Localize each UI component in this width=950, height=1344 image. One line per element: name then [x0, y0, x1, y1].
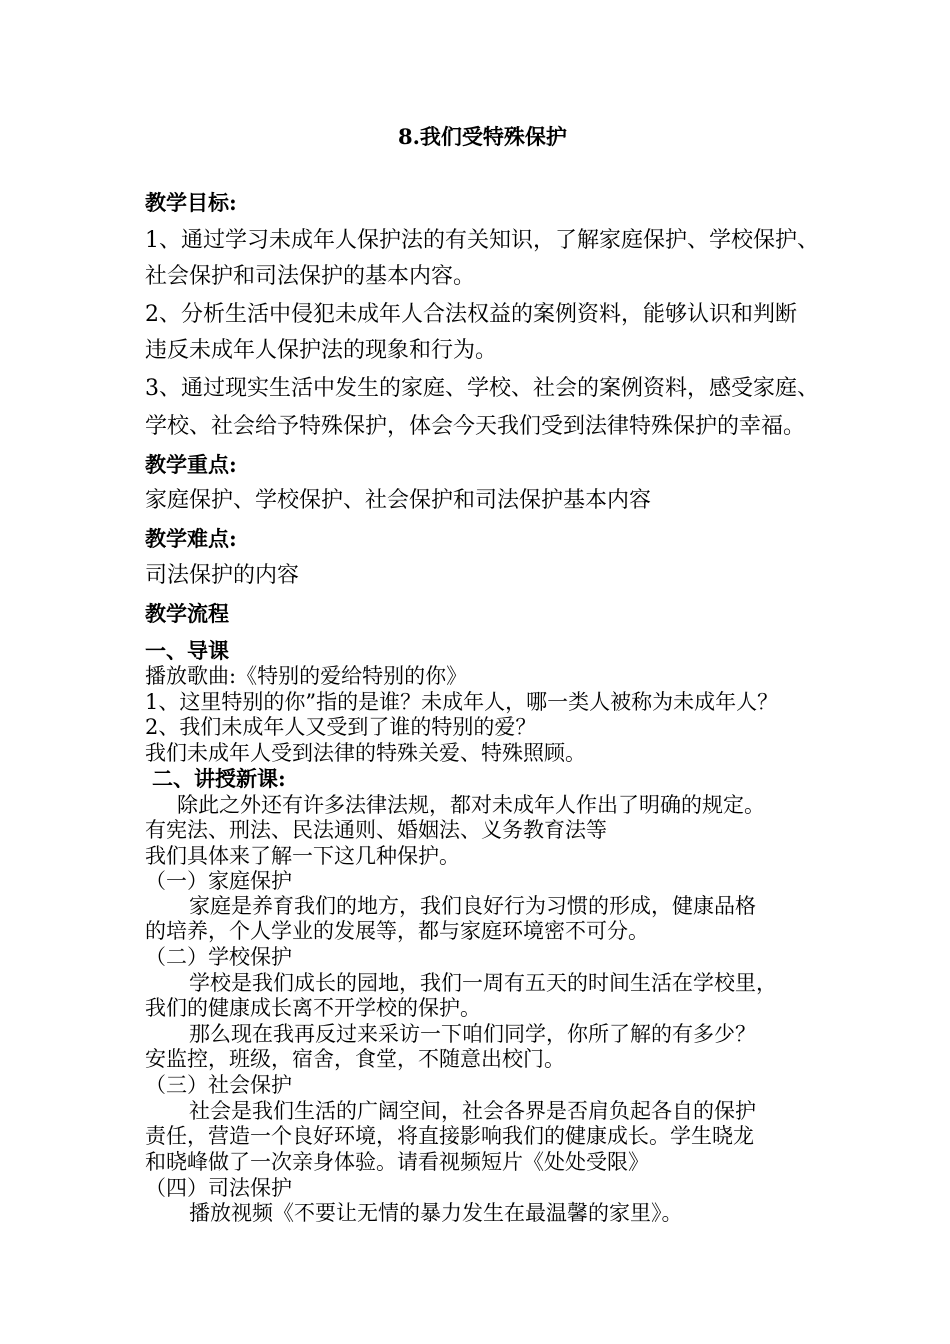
section-society-heading: （三）社会保护	[145, 1073, 292, 1097]
process-heading: 教学流程	[145, 601, 229, 626]
difficult-points-text: 司法保护的内容	[145, 563, 300, 588]
section-school-line-2: 我们的健康成长离不开学校的保护。	[145, 996, 481, 1020]
objective-2-line-1: 2、分析生活中侵犯未成年人合法权益的案例资料，能够认识和判断	[145, 302, 797, 327]
key-points-heading: 教学重点:	[145, 452, 237, 477]
part1-line-2: 1、这里特别的你”指的是谁？未成年人，哪一类人被称为未成年人？	[145, 690, 779, 714]
objective-1-line-2: 社会保护和司法保护的基本内容。	[145, 264, 476, 289]
section-judicial-heading: （四）司法保护	[145, 1176, 292, 1200]
part1-line-3: 2、我们未成年人又受到了谁的特别的爱？	[145, 715, 537, 739]
part2-line-1: 除此之外还有许多法律法规，都对未成年人作出了明确的规定。	[177, 793, 765, 817]
section-school-line-3: 那么现在我再反过来采访一下咱们同学，你所了解的有多少？	[189, 1022, 756, 1046]
section-society-line-3: 和晓峰做了一次亲身体验。请看视频短片《处处受限》	[145, 1150, 649, 1174]
section-society-line-2: 责任，营造一个良好环境，将直接影响我们的健康成长。学生晓龙	[145, 1124, 754, 1148]
key-points-text: 家庭保护、学校保护、社会保护和司法保护基本内容	[145, 488, 652, 513]
objective-3-line-2: 学校、社会给予特殊保护，体会今天我们受到法律特殊保护的幸福。	[145, 414, 806, 439]
section-society-line-1: 社会是我们生活的广阔空间，社会各界是否肩负起各自的保护	[189, 1099, 756, 1123]
part1-line-1: 播放歌曲:《特别的爱给特别的你》	[145, 664, 468, 688]
objective-3-line-1: 3、通过现实生活中发生的家庭、学校、社会的案例资料，感受家庭、	[145, 376, 819, 401]
part1-line-4: 我们未成年人受到法律的特殊关爱、特殊照顾。	[145, 741, 586, 765]
section-school-line-4: 安监控，班级，宿舍，食堂，不随意出校门。	[145, 1047, 565, 1071]
part1-heading: 一、导课	[145, 638, 229, 663]
section-family-line-1: 家庭是养育我们的地方，我们良好行为习惯的形成，健康品格	[189, 894, 756, 918]
section-school-heading: （二）学校保护	[145, 945, 292, 969]
objectives-heading: 教学目标:	[145, 190, 237, 215]
objective-1-line-1: 1、通过学习未成年人保护法的有关知识，了解家庭保护、学校保护、	[145, 228, 819, 253]
part2-line-2: 有宪法、刑法、民法通则、婚姻法、义务教育法等	[145, 818, 607, 842]
objective-2-line-2: 违反未成年人保护法的现象和行为。	[145, 338, 498, 363]
section-family-heading: （一）家庭保护	[145, 869, 292, 893]
part2-heading: 二、讲授新课:	[152, 766, 286, 791]
section-school-line-1: 学校是我们成长的园地，我们一周有五天的时间生活在学校里，	[189, 971, 777, 995]
section-family-line-2: 的培养，个人学业的发展等，都与家庭环境密不可分。	[145, 919, 649, 943]
page-title: 8.我们受特殊保护	[398, 124, 567, 149]
section-judicial-line-1: 播放视频《不要让无情的暴力发生在最温馨的家里》。	[189, 1201, 683, 1225]
part2-line-3: 我们具体来了解一下这几种保护。	[145, 844, 460, 868]
difficult-points-heading: 教学难点:	[145, 526, 237, 551]
